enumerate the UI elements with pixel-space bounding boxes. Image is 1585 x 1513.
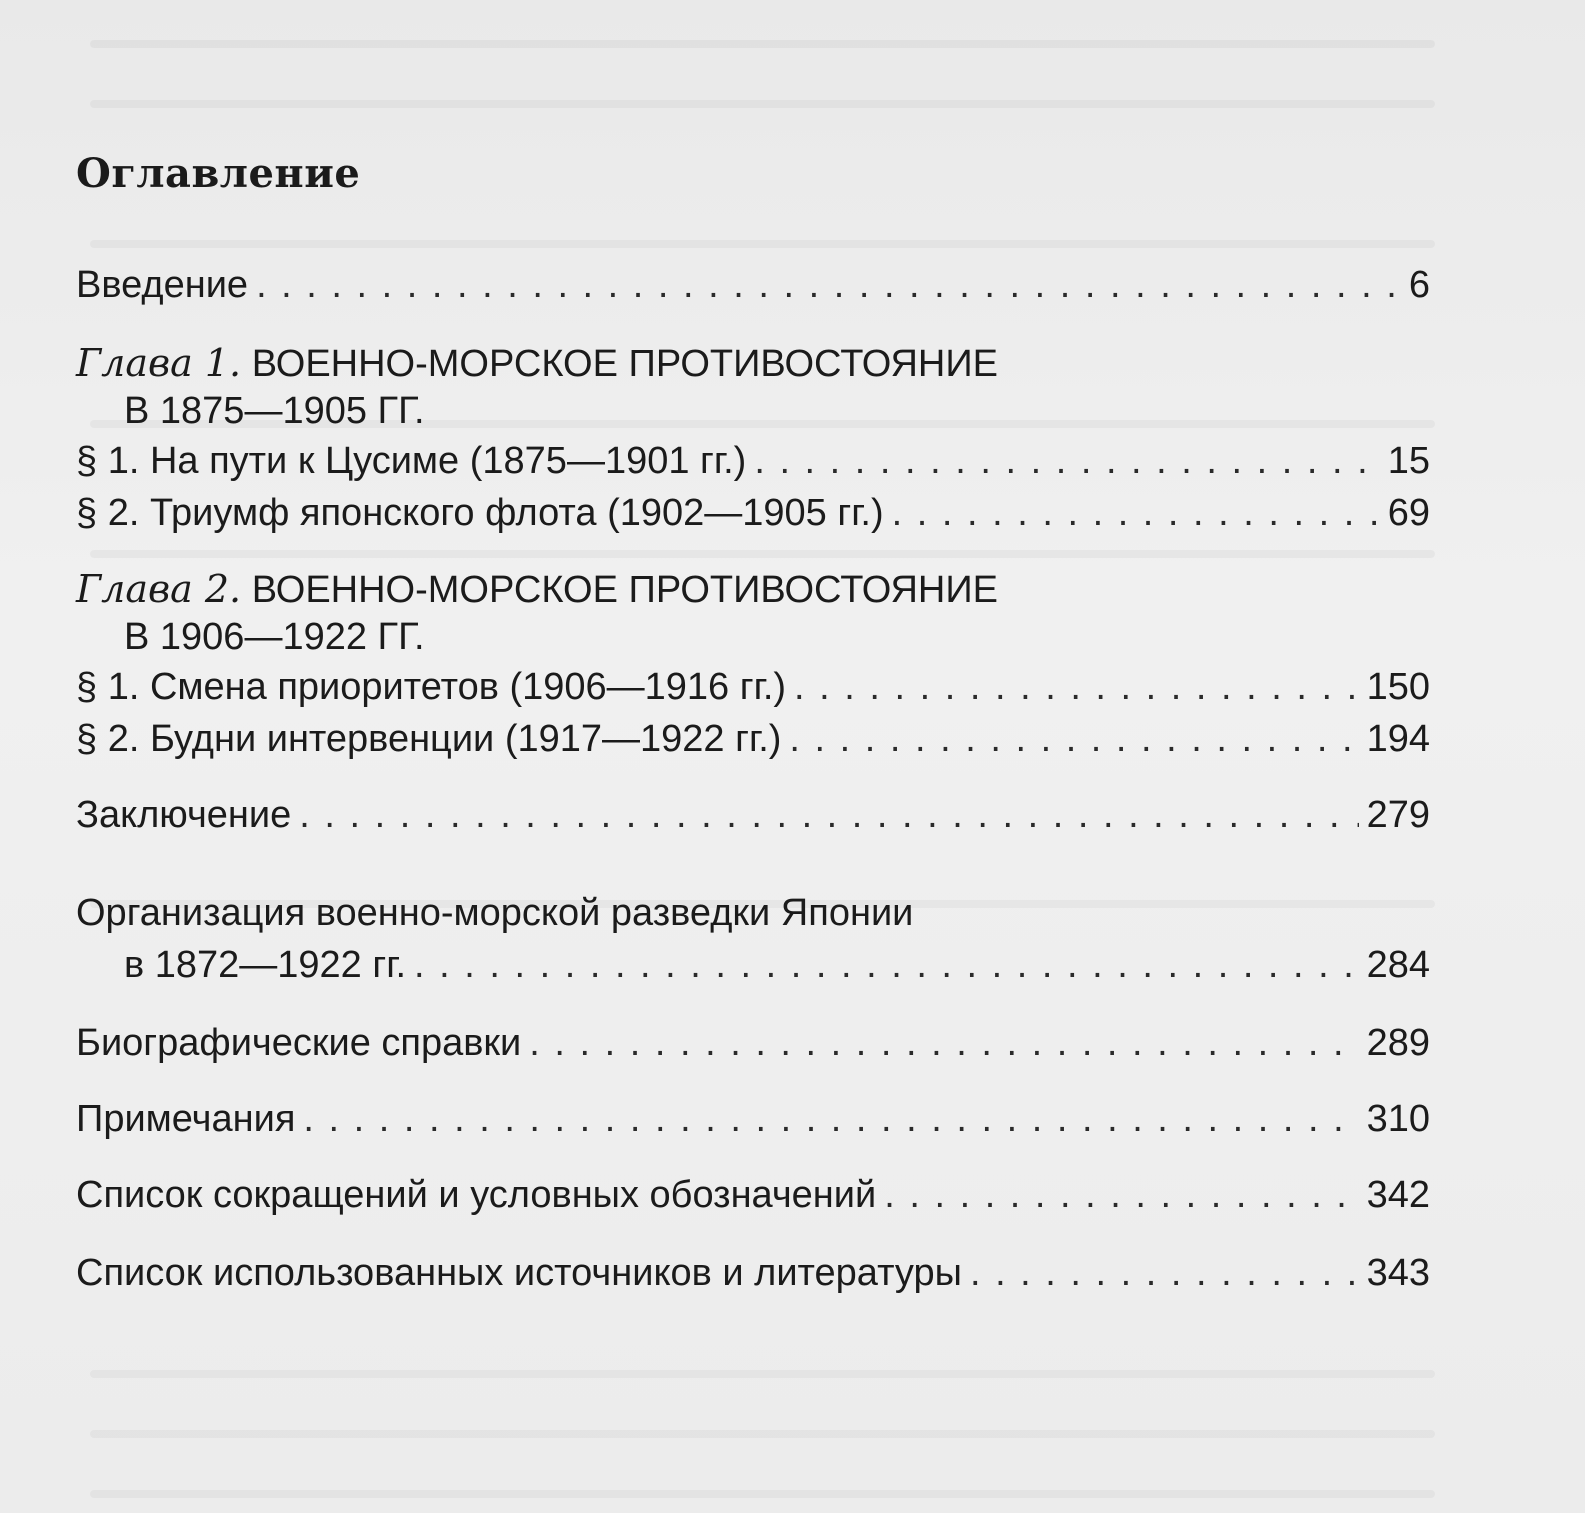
chapter-1-years: В 1875—1905 ГГ. <box>124 390 425 432</box>
toc-page-number: 289 <box>1366 1022 1430 1064</box>
toc-entry-ch1-s1[interactable] <box>76 438 1430 484</box>
toc-entry-label: в 1872—1922 гг. <box>124 944 407 986</box>
bleed-through-line <box>90 1430 1435 1438</box>
chapter-prefix: Глава 2. <box>76 567 242 611</box>
toc-entry-label: Список сокращений и условных обозначений <box>76 1174 877 1216</box>
toc-entry-label: § 1. На пути к Цусиме (1875—1901 гг.) <box>76 440 747 482</box>
leader-dots <box>414 942 1359 988</box>
chapter-prefix: Глава 1. <box>76 341 242 385</box>
leader-dots <box>970 1250 1359 1296</box>
toc-entry-label: § 1. Смена приоритетов (1906—1916 гг.) <box>76 666 787 708</box>
toc-entry-label: Биографические справки <box>76 1022 522 1064</box>
bleed-through-line <box>90 40 1435 48</box>
toc-entry-bios[interactable] <box>76 1020 1430 1066</box>
leader-dots <box>794 664 1359 710</box>
chapter-2-years: В 1906—1922 ГГ. <box>124 616 425 658</box>
toc-entry-label: § 2. Триумф японского флота (1902—1905 гг.) <box>76 492 884 534</box>
leader-dots <box>299 792 1358 838</box>
toc-entry-label: Список использованных источников и литературы <box>76 1252 962 1294</box>
toc-entry-ch2-s2[interactable] <box>76 716 1430 762</box>
leader-dots <box>754 438 1379 484</box>
page-title: Оглавление <box>76 150 361 197</box>
toc-entry-appendix-line1[interactable]: Организация военно-морской разведки Японии <box>76 892 914 934</box>
bleed-through-line <box>90 550 1435 558</box>
toc-entry-label: Заключение <box>76 794 292 836</box>
toc-page-number: 310 <box>1366 1098 1430 1140</box>
toc-entry-ch1-s2[interactable] <box>76 490 1430 536</box>
chapter-2-heading[interactable] <box>76 566 998 613</box>
toc-page-number: 69 <box>1387 492 1430 534</box>
leader-dots <box>303 1096 1358 1142</box>
bleed-through-line <box>90 1370 1435 1378</box>
toc-entry-label: Примечания <box>76 1098 296 1140</box>
toc-page-number: 284 <box>1366 944 1430 986</box>
bleed-through-line <box>90 240 1435 248</box>
toc-page-number: 15 <box>1387 440 1430 482</box>
leader-dots <box>256 262 1401 308</box>
toc-entry-label: Введение <box>76 264 249 306</box>
toc-entry-abbrev[interactable] <box>76 1172 1430 1218</box>
toc-entry-conclusion[interactable] <box>76 792 1430 838</box>
leader-dots <box>892 490 1380 536</box>
toc-entry-notes[interactable] <box>76 1096 1430 1142</box>
toc-entry-sources[interactable] <box>76 1250 1430 1296</box>
bleed-through-line <box>90 100 1435 108</box>
toc-page-number: 279 <box>1366 794 1430 836</box>
leader-dots <box>529 1020 1358 1066</box>
leader-dots <box>884 1172 1358 1218</box>
chapter-title: ВОЕННО-МОРСКОЕ ПРОТИВОСТОЯНИЕ <box>251 343 999 385</box>
toc-page-number: 194 <box>1366 718 1430 760</box>
toc-page-number: 6 <box>1408 264 1430 306</box>
toc-entry-label: § 2. Будни интервенции (1917—1922 гг.) <box>76 718 782 760</box>
toc-entry-appendix[interactable] <box>76 942 1430 988</box>
leader-dots <box>789 716 1358 762</box>
toc-page-number: 150 <box>1366 666 1430 708</box>
toc-page-number: 342 <box>1366 1174 1430 1216</box>
toc-entry-ch2-s1[interactable] <box>76 664 1430 710</box>
chapter-title: ВОЕННО-МОРСКОЕ ПРОТИВОСТОЯНИЕ <box>251 569 999 611</box>
bleed-through-line <box>90 1490 1435 1498</box>
chapter-1-heading[interactable] <box>76 340 998 387</box>
toc-page-number: 343 <box>1366 1252 1430 1294</box>
toc-entry-intro[interactable] <box>76 262 1430 308</box>
